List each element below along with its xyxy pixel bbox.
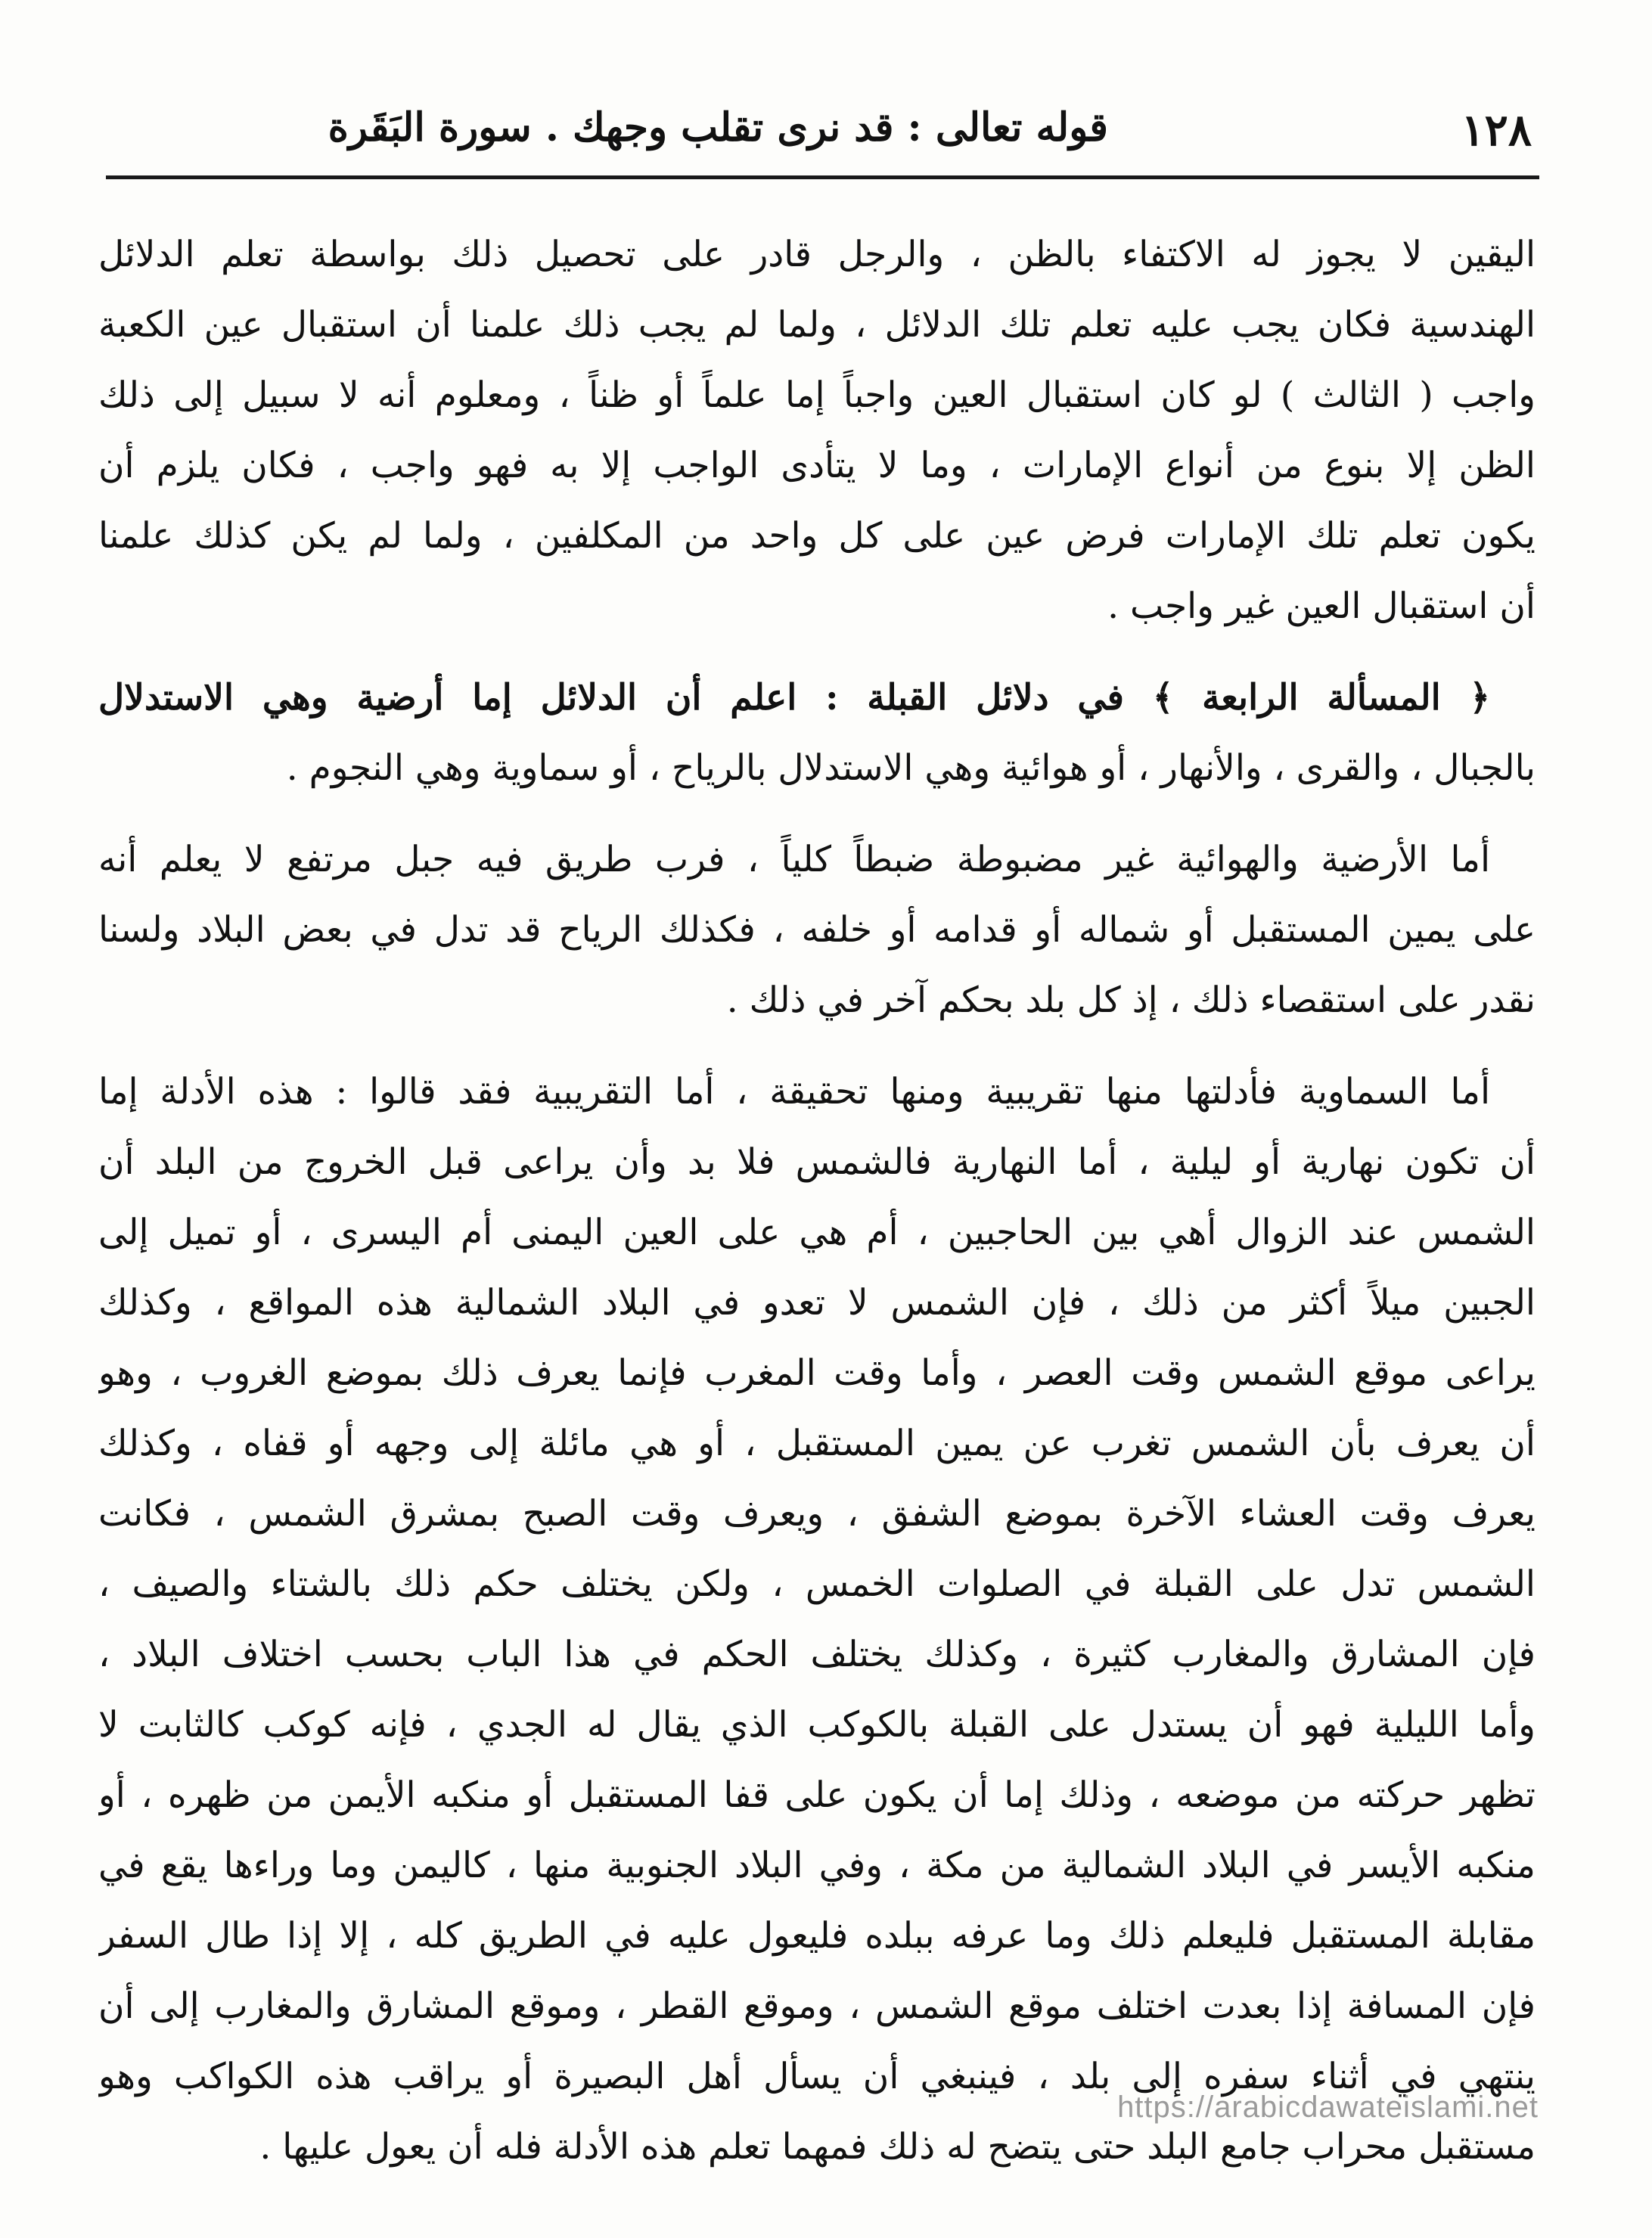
page-number: ١٢٨ (1461, 104, 1532, 156)
text-line: يعرف وقت العشاء الآخرة بموضع الشفق ، ويعرف وقت الصبح بمشرق الشمس ، فكانت (98, 1493, 1536, 1535)
text-line: يراعى موقع الشمس وقت العصر ، وأما وقت المغرب فإنما يعرف ذلك بموضع الغروب ، وهو (98, 1352, 1536, 1394)
paragraph-2-fourth-issue (98, 663, 1536, 803)
text-line: أن استقبال العين غير واجب . (1107, 585, 1536, 627)
text-line: ﴿ المسألة الرابعة ﴾ في دلائل القبلة : اعلم أن الدلائل إما أرضية وهي الاستدلال (98, 677, 1490, 719)
paragraph-1 (98, 219, 1536, 641)
paragraph-3 (98, 824, 1536, 1035)
text-line: أما السماوية فأدلتها منها تقريبية ومنها تحقيقة ، أما التقريبية فقد قالوا : هذه الأدلة إما (98, 1071, 1490, 1113)
body-text (98, 219, 1536, 2182)
text-line: منكبه الأيسر في البلاد الشمالية من مكة ، وفي البلاد الجنوبية منها ، كاليمن وما وراءها يقع في (98, 1845, 1536, 1886)
text-line: فإن المسافة إذا بعدت اختلف موقع الشمس ، وموقع القطر ، وموقع المشارق والمغارب إلى أن (98, 1985, 1536, 2027)
text-line: يكون تعلم تلك الإمارات فرض عين على كل واحد من المكلفين ، ولما لم يكن كذلك علمنا (98, 515, 1536, 557)
text-line: أما الأرضية والهوائية غير مضبوطة ضبطاً كلياً ، فرب طريق فيه جبل مرتفع لا يعلم أنه (98, 839, 1490, 880)
text-line: واجب ( الثالث ) لو كان استقبال العين واجباً إما علماً أو ظناً ، ومعلوم أنه لا سبيل إلى ذلك (98, 374, 1536, 416)
text-line: مقابلة المستقبل فليعلم ذلك وما عرفه ببلده فليعول عليه في الطريق كله ، إلا إذا طال السفر (98, 1915, 1536, 1957)
text-line: وأما الليلية فهو أن يستدل على القبلة بالكوكب الذي يقال له الجدي ، فإنه كوكب كالثابت لا (98, 1704, 1536, 1746)
page-header (110, 98, 1532, 166)
text-line: اليقين لا يجوز له الاكتفاء بالظن ، والرجل قادر على تحصيل ذلك بواسطة تعلم الدلائل (98, 234, 1536, 275)
text-line: الشمس تدل على القبلة في الصلوات الخمس ، ولكن يختلف حكم ذلك بالشتاء والصيف ، (98, 1563, 1536, 1605)
running-title: قوله تعالى : قد نرى تقلب وجهك . سورة البَقَرة (328, 104, 1108, 151)
text-line: الظن إلا بنوع من أنواع الإمارات ، وما لا يتأدى الواجب إلا به فهو واجب ، فكان يلزم أن (98, 445, 1536, 486)
text-line: مستقبل محراب جامع البلد حتى يتضح له ذلك فمهما تعلم هذه الأدلة فله أن يعول عليها . (259, 2126, 1536, 2168)
text-line: تظهر حركته من موضعه ، وذلك إما أن يكون على قفا المستقبل أو منكبه الأيمن من ظهره ، أو (98, 1774, 1536, 1816)
text-line: أن تكون نهارية أو ليلية ، أما النهارية فالشمس فلا بد وأن يراعى قبل الخروج من البلد أن (98, 1141, 1536, 1183)
text-line: على يمين المستقبل أو شماله أو قدامه أو خلفه ، فكذلك الرياح قد تدل في بعض البلاد ولسنا (98, 909, 1536, 951)
header-rule (106, 175, 1539, 179)
text-line: الشمس عند الزوال أهي بين الحاجبين ، أم هي على العين اليمنى أم اليسرى ، أو تميل إلى (98, 1212, 1536, 1253)
text-line: بالجبال ، والقرى ، والأنهار ، أو هوائية وهي الاستدلال بالرياح ، أو سماوية وهي النجوم . (286, 747, 1536, 789)
watermark-url: https://arabicdawateislami.net (1117, 2091, 1539, 2124)
paragraph-4 (98, 1057, 1536, 2182)
text-line: أن يعرف بأن الشمس تغرب عن يمين المستقبل ، أو هي مائلة إلى وجهه أو قفاه ، وكذلك (98, 1423, 1536, 1464)
text-line: فإن المشارق والمغارب كثيرة ، وكذلك يختلف الحكم في هذا الباب بحسب اختلاف البلاد ، (98, 1634, 1536, 1675)
text-line: الهندسية فكان يجب عليه تعلم تلك الدلائل ، ولما لم يجب ذلك علمنا أن استقبال عين الكعبة (98, 304, 1536, 346)
text-line: الجبين ميلاً أكثر من ذلك ، فإن الشمس لا تعدو في البلاد الشمالية هذه المواقع ، وكذلك (98, 1282, 1536, 1324)
text-line: نقدر على استقصاء ذلك ، إذ كل بلد بحكم آخر في ذلك . (726, 979, 1536, 1021)
text-line: ينتهي في أثناء سفره إلى بلد ، فينبغي أن يسأل أهل البصيرة أو يراقب هذه الكواكب وهو (98, 2056, 1536, 2097)
